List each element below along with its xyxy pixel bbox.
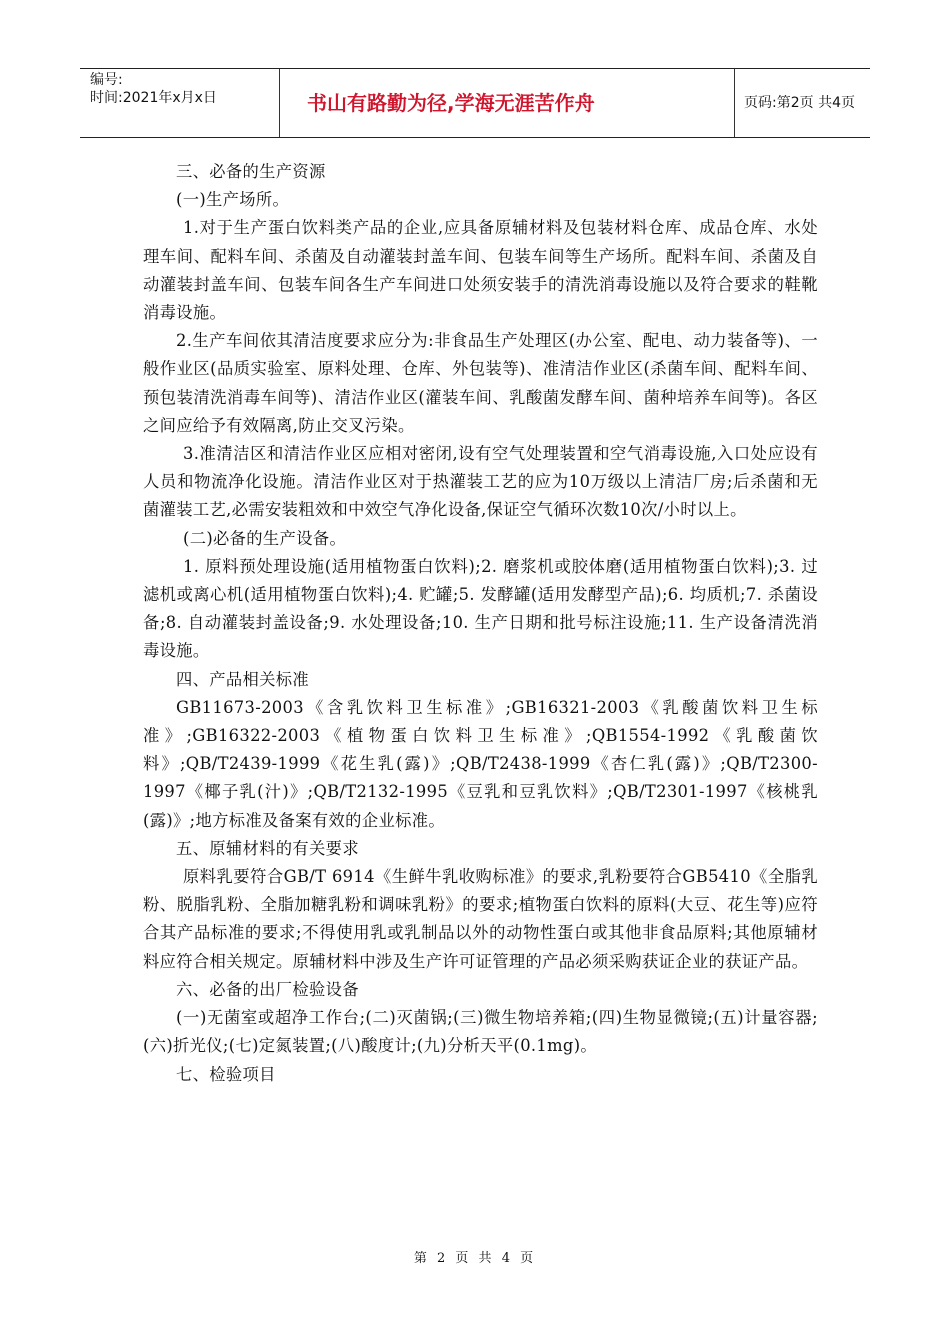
header-page-info: 页码:第2页 共4页 [744,95,855,111]
section-heading: 六、必备的出厂检验设备 [176,979,359,999]
document-date: 时间:2021年x月x日 [90,90,217,106]
paragraph: 原料乳要符合GB/T 6914《生鲜牛乳收购标准》的要求,乳粉要符合GB5410《全脂乳粉、脱脂乳粉、全脂加糖乳粉和调味乳粉》的要求;植物蛋白饮料的原料(大豆、花生等)应符合其产品标准的要求;不得使用乳或乳制品以外的动物性蛋白或其他非食品原料;其他原辅材料应符合相关规定。原辅材料中涉及生产许可证管理的产品必须采购获证企业的获证产品。 [143,867,818,971]
subsection-heading: (二)必备的生产设备。 [183,528,347,548]
subsection-heading: (一)生产场所。 [176,190,290,210]
section-heading: 四、产品相关标准 [176,669,310,689]
header-meta [80,69,280,137]
header-motto: 书山有路勤为径,学海无涯苦作舟 [280,69,735,137]
document-body [143,158,818,1089]
document-code: 编号: [90,72,123,88]
paragraph: 1. 原料预处理设施(适用植物蛋白饮料);2. 磨浆机或胶体磨(适用植物蛋白饮料);3. 过滤机或离心机(适用植物蛋白饮料);4. 贮罐;5. 发酵罐(适用发酵型产品);6. 均质机;7. 杀菌设备;8. 自动灌装封盖设备;9. 水处理设备;10. 生产日期和批号标注设施;11. 生产设备清洗消毒设施。 [143,556,818,661]
section-heading: 七、检验项目 [176,1064,276,1084]
section-heading: 三、必备的生产资源 [176,162,326,181]
page-footer: 第 2 页 共 4 页 [413,1251,537,1266]
paragraph: 1.对于生产蛋白饮料类产品的企业,应具备原辅材料及包装材料仓库、成品仓库、水处理车间、配料车间、杀菌及自动灌装封盖车间、包装车间等生产场所。配料车间、杀菌及自动灌装封盖车间、包装车间各生产车间进口处须安装手的清洗消毒设施以及符合要求的鞋靴消毒设施。 [143,218,818,323]
paragraph: GB11673-2003《含乳饮料卫生标准》;GB16321-2003《乳酸菌饮料卫生标准》;GB16322-2003《植物蛋白饮料卫生标准》;QB1554-1992《乳酸菌饮料》;QB/T2439-1999《花生乳(露)》;QB/T2438-1999《杏仁乳(露)》;QB/T2300-1997《椰子乳(汁)》;QB/T2132-1995《豆乳和豆乳饮料》;QB/T2301-1997《核桃乳(露)》;地方标准及备案有效的企业标准。 [143,697,818,830]
page-header [80,68,870,138]
section-heading: 五、原辅材料的有关要求 [176,838,359,858]
paragraph: 3.准清洁区和清洁作业区应相对密闭,设有空气处理装置和空气消毒设施,入口处应设有人员和物流净化设施。清洁作业区对于热灌装工艺的应为10万级以上清洁厂房;后杀菌和无菌灌装工艺,必需安装粗效和中效空气净化设备,保证空气循环次数10次/小时以上。 [143,444,818,520]
paragraph: (一)无菌室或超净工作台;(二)灭菌锅;(三)微生物培养箱;(四)生物显微镜;(五)计量容器;(六)折光仪;(七)定氮装置;(八)酸度计;(九)分析天平(0.1mg)。 [143,1008,818,1056]
paragraph: 2.生产车间依其清洁度要求应分为:非食品生产处理区(办公室、配电、动力装备等)、一般作业区(品质实验室、原料处理、仓库、外包装等)、准清洁作业区(杀菌车间、配料车间、预包装清洗消毒车间等)、清洁作业区(灌装车间、乳酸菌发酵车间、菌种培养车间等)。各区之间应给予有效隔离,防止交叉污染。 [143,331,818,435]
